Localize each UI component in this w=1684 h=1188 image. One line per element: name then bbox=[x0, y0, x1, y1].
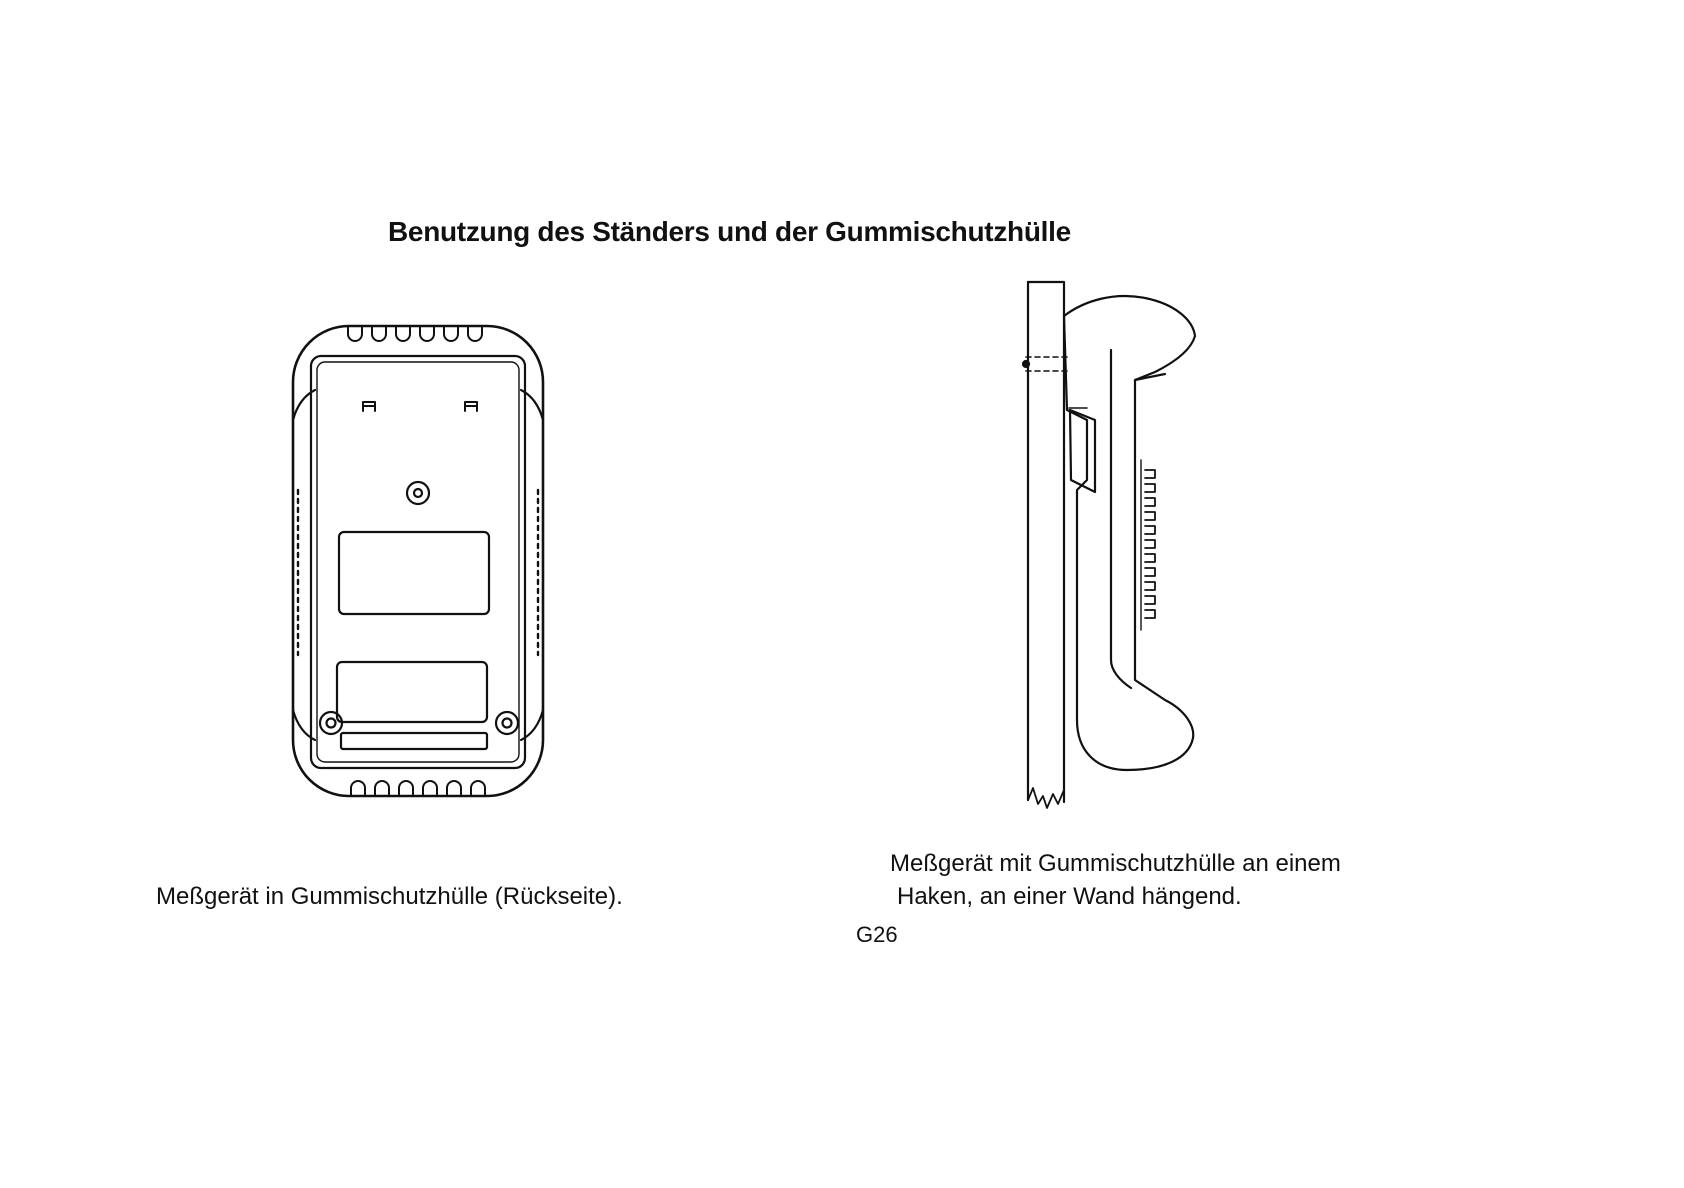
meter-back-view-illustration bbox=[285, 310, 555, 810]
caption-back-view: Meßgerät in Gummischutzhülle (Rückseite). bbox=[156, 883, 623, 910]
caption-side-view bbox=[890, 847, 1341, 913]
meter-side-view-illustration bbox=[1015, 280, 1215, 830]
caption-side-view-line-2: Haken, an einer Wand hängend. bbox=[897, 883, 1242, 910]
caption-side-view-line-1: Meßgerät mit Gummischutzhülle an einem bbox=[890, 850, 1341, 877]
page-title: Benutzung des Ständers und der Gummischutzhülle bbox=[388, 216, 1071, 247]
page-number: G26 bbox=[856, 922, 898, 947]
